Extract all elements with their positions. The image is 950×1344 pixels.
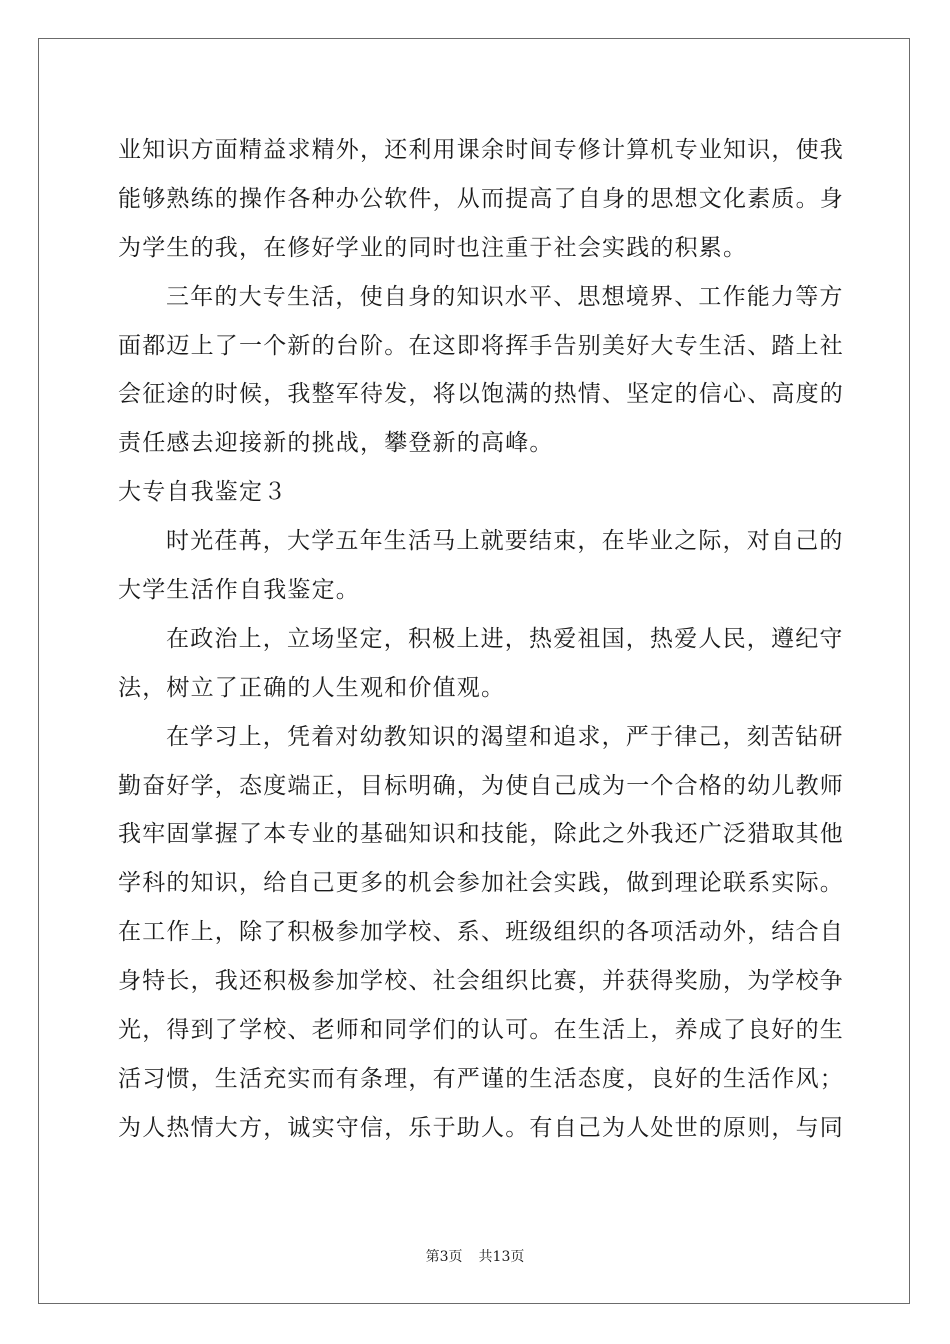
body-line: 活习惯，生活充实而有条理，有严谨的生活态度，良好的生活作风； [118, 1065, 844, 1092]
paragraph-start-line: 三年的大专生活，使自身的知识水平、思想境界、工作能力等方 [166, 283, 844, 310]
page-total: 共13页 [478, 1249, 525, 1265]
body-line: 大学生活作自我鉴定。 [118, 577, 360, 604]
body-line: 为学生的我，在修好学业的同时也注重于社会实践的积累。 [118, 234, 748, 261]
body-line: 勤奋好学，态度端正，目标明确，为使自己成为一个合格的幼儿教师 [118, 772, 844, 799]
body-line: 为人热情大方，诚实守信，乐于助人。有自己为人处世的原则，与同 [118, 1114, 844, 1141]
page-footer [0, 1246, 950, 1266]
document-body [118, 126, 844, 1153]
page-number: 第3页 [425, 1249, 463, 1265]
paragraph-start-line: 在学习上，凭着对幼教知识的渴望和追求，严于律己，刻苦钻研 [166, 723, 844, 750]
body-line: 身特长，我还积极参加学校、社会组织比赛，并获得奖励，为学校争 [118, 968, 844, 995]
body-line: 能够熟练的操作各种办公软件，从而提高了自身的思想文化素质。身 [118, 185, 844, 212]
body-line: 会征途的时候，我整军待发，将以饱满的热情、坚定的信心、高度的 [118, 381, 844, 408]
paragraph-start-line: 在政治上，立场坚定，积极上进，热爱祖国，热爱人民，遵纪守 [166, 625, 844, 652]
body-line: 我牢固掌握了本专业的基础知识和技能，除此之外我还广泛猎取其他 [118, 821, 844, 848]
paragraph-start-line: 时光荏苒，大学五年生活马上就要结束，在毕业之际，对自己的 [166, 528, 844, 555]
section-heading: 大专自我鉴定３ [118, 479, 288, 506]
body-line: 法，树立了正确的人生观和价值观。 [118, 674, 506, 701]
body-line: 光，得到了学校、老师和同学们的认可。在生活上，养成了良好的生 [118, 1017, 844, 1044]
body-line: 面都迈上了一个新的台阶。在这即将挥手告别美好大专生活、踏上社 [118, 332, 844, 359]
body-line: 业知识方面精益求精外，还利用课余时间专修计算机专业知识，使我 [118, 137, 844, 163]
body-line: 在工作上，除了积极参加学校、系、班级组织的各项活动外，结合自 [118, 919, 844, 946]
body-line: 学科的知识，给自己更多的机会参加社会实践，做到理论联系实际。 [118, 870, 844, 897]
body-line: 责任感去迎接新的挑战，攀登新的高峰。 [118, 430, 554, 457]
